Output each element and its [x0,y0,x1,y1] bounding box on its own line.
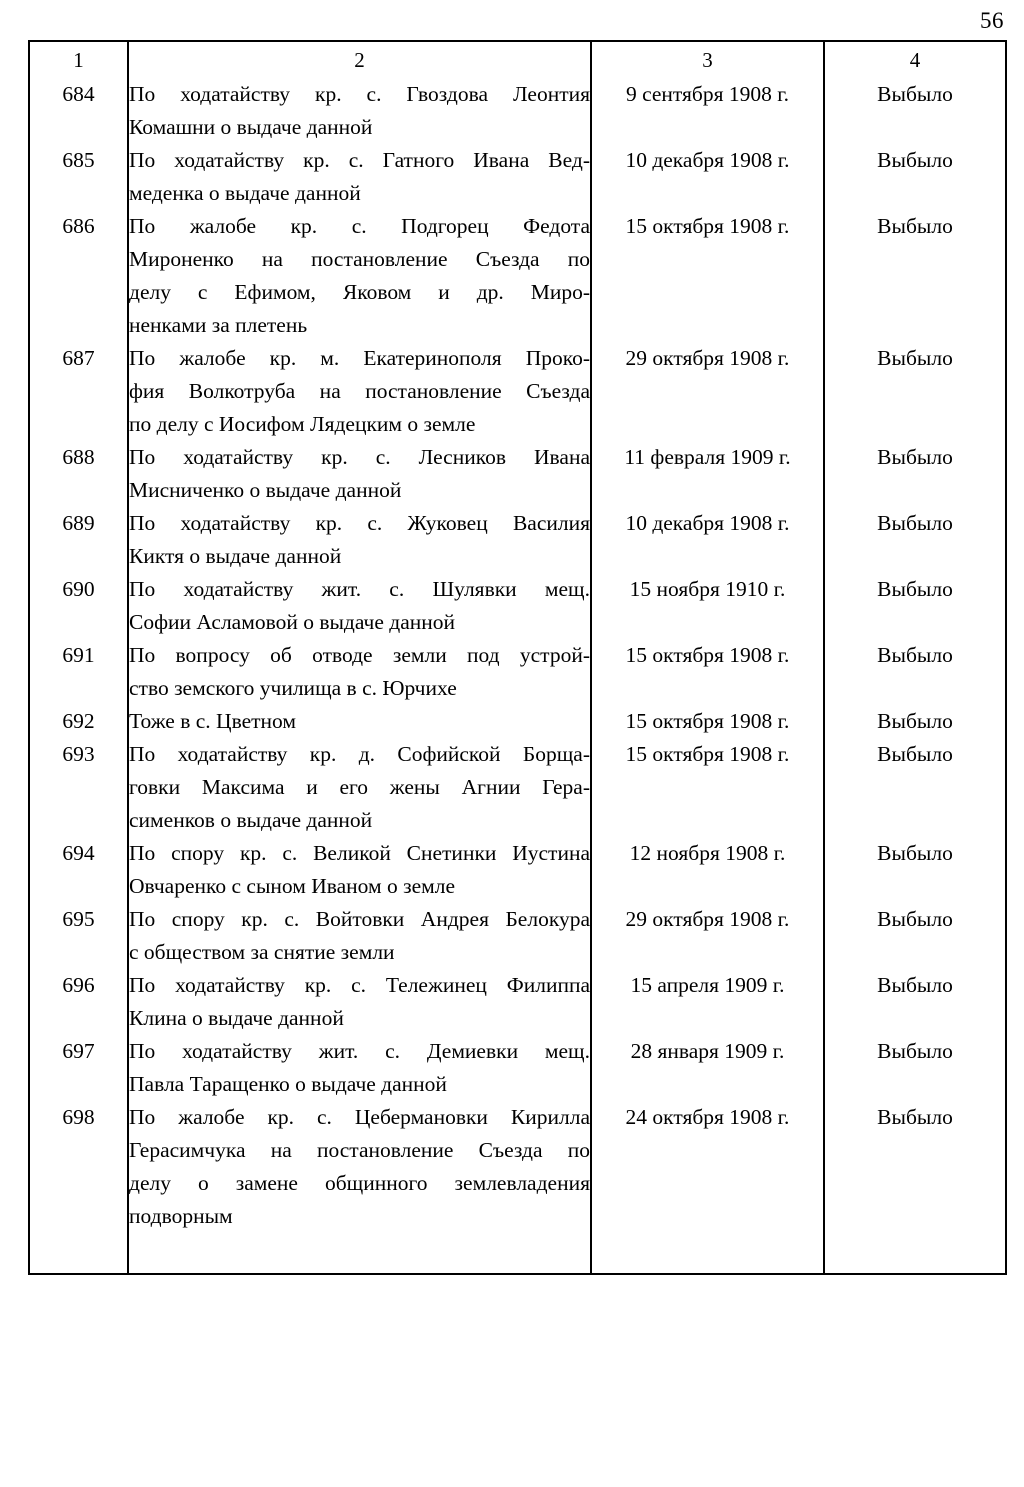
row-number-cell: 698 [29,1101,128,1274]
status-cell: Выбыло [824,837,1006,903]
description-line: ство земского училища в с. Юрчихе [129,676,457,700]
description-line: ненками за плетень [129,313,308,337]
table-row [29,507,1006,573]
description-line: По жалобе кр. м. Екатеринополя Проко- [129,346,590,370]
description-cell [128,342,591,441]
description-line: По спору кр. с. Великой Снетинки Иустина [129,841,590,865]
description-cell [128,1101,591,1274]
table-row [29,705,1006,738]
description-cell [128,837,591,903]
date-cell: 11 февраля 1909 г. [591,441,824,507]
description-cell [128,78,591,144]
row-number-cell: 685 [29,144,128,210]
table-row [29,1035,1006,1101]
description-line: По ходатайству кр. д. Софийской Борща- [129,742,590,766]
description-line: по делу с Иосифом Лядецким о земле [129,412,476,436]
description-cell [128,738,591,837]
date-cell: 15 октября 1908 г. [591,738,824,837]
column-header-4: 4 [824,41,1006,78]
description-line: Софии Асламовой о выдаче данной [129,610,456,634]
description-line: Комашни о выдаче данной [129,115,373,139]
description-line: с обществом за снятие земли [129,940,395,964]
status-cell: Выбыло [824,78,1006,144]
description-cell [128,705,591,738]
date-cell: 15 ноября 1910 г. [591,573,824,639]
description-line: Клина о выдаче данной [129,1006,344,1030]
date-cell: 15 апреля 1909 г. [591,969,824,1035]
description-line: Павла Таращенко о выдаче данной [129,1072,447,1096]
status-cell: Выбыло [824,441,1006,507]
description-line: По ходатайству кр. с. Гвоздова Леонтия [129,82,590,106]
status-cell: Выбыло [824,1101,1006,1274]
description-cell [128,573,591,639]
registry-table-container [28,40,1005,1275]
description-line: По ходатайству кр. с. Жуковец Василия [129,511,590,535]
column-header-3: 3 [591,41,824,78]
description-line: Тоже в с. Цветном [129,709,296,733]
row-number-cell: 689 [29,507,128,573]
row-number-cell: 687 [29,342,128,441]
row-number-cell: 684 [29,78,128,144]
status-cell: Выбыло [824,342,1006,441]
status-cell: Выбыло [824,573,1006,639]
description-cell [128,441,591,507]
description-line: По ходатайству кр. с. Тележинец Филиппа [129,973,590,997]
description-cell [128,507,591,573]
page-number: 56 [980,8,1004,33]
description-line: сименков о выдаче данной [129,808,373,832]
description-cell [128,639,591,705]
description-cell [128,969,591,1035]
description-line: делу о замене общинного землевладения [129,1171,590,1195]
row-number-cell: 691 [29,639,128,705]
description-line: По жалобе кр. с. Подгорец Федота [129,214,590,238]
row-number-cell: 686 [29,210,128,342]
table-header [29,41,1006,78]
row-number-cell: 697 [29,1035,128,1101]
table-row [29,210,1006,342]
description-line: Мироненко на постановление Съезда по [129,247,590,271]
description-line: фия Волкотруба на постановление Съезда [129,379,590,403]
date-cell: 29 октября 1908 г. [591,903,824,969]
date-cell: 10 декабря 1908 г. [591,144,824,210]
table-row [29,1101,1006,1274]
table-body [29,78,1006,1274]
table-row [29,837,1006,903]
status-cell: Выбыло [824,639,1006,705]
date-cell: 15 октября 1908 г. [591,210,824,342]
date-cell: 15 октября 1908 г. [591,705,824,738]
description-line: По вопросу об отводе земли под устрой- [129,643,590,667]
description-line: Овчаренко с сыном Иваном о земле [129,874,456,898]
table-header-row [29,41,1006,78]
description-line: меденка о выдаче данной [129,181,361,205]
description-cell [128,903,591,969]
status-cell: Выбыло [824,210,1006,342]
row-number-cell: 692 [29,705,128,738]
status-cell: Выбыло [824,1035,1006,1101]
status-cell: Выбыло [824,969,1006,1035]
table-row [29,738,1006,837]
table-row [29,78,1006,144]
status-cell: Выбыло [824,507,1006,573]
date-cell: 29 октября 1908 г. [591,342,824,441]
table-row [29,903,1006,969]
registry-table [28,40,1007,1275]
table-row [29,342,1006,441]
row-number-cell: 696 [29,969,128,1035]
date-cell: 10 декабря 1908 г. [591,507,824,573]
description-line: По спору кр. с. Войтовки Андрея Белокура [129,907,590,931]
description-line: По ходатайству жит. с. Шулявки мещ. [129,577,590,601]
description-line: говки Максима и его жены Агнии Гера- [129,775,590,799]
description-cell [128,1035,591,1101]
row-number-cell: 695 [29,903,128,969]
table-row [29,639,1006,705]
description-line: Герасимчука на постановление Съезда по [129,1138,590,1162]
row-number-cell: 694 [29,837,128,903]
description-line: Мисниченко о выдаче данной [129,478,402,502]
description-line: По ходатайству кр. с. Гатного Ивана Вед- [129,148,590,172]
date-cell: 28 января 1909 г. [591,1035,824,1101]
status-cell: Выбыло [824,903,1006,969]
date-cell: 24 октября 1908 г. [591,1101,824,1274]
date-cell: 15 октября 1908 г. [591,639,824,705]
description-cell [128,210,591,342]
description-line: делу с Ефимом, Яковом и др. Миро- [129,280,590,304]
description-line: По ходатайству кр. с. Лесников Ивана [129,445,590,469]
date-cell: 12 ноября 1908 г. [591,837,824,903]
description-line: По жалобе кр. с. Цебермановки Кирилла [129,1105,590,1129]
description-line: По ходатайству жит. с. Демиевки мещ. [129,1039,590,1063]
table-row [29,969,1006,1035]
table-row [29,144,1006,210]
table-row [29,573,1006,639]
description-line: Киктя о выдаче данной [129,544,342,568]
column-header-1: 1 [29,41,128,78]
status-cell: Выбыло [824,144,1006,210]
row-number-cell: 690 [29,573,128,639]
status-cell: Выбыло [824,738,1006,837]
status-cell: Выбыло [824,705,1006,738]
table-row [29,441,1006,507]
column-header-2: 2 [128,41,591,78]
description-cell [128,144,591,210]
row-number-cell: 693 [29,738,128,837]
date-cell: 9 сентября 1908 г. [591,78,824,144]
description-line: подворным [129,1204,233,1228]
row-number-cell: 688 [29,441,128,507]
